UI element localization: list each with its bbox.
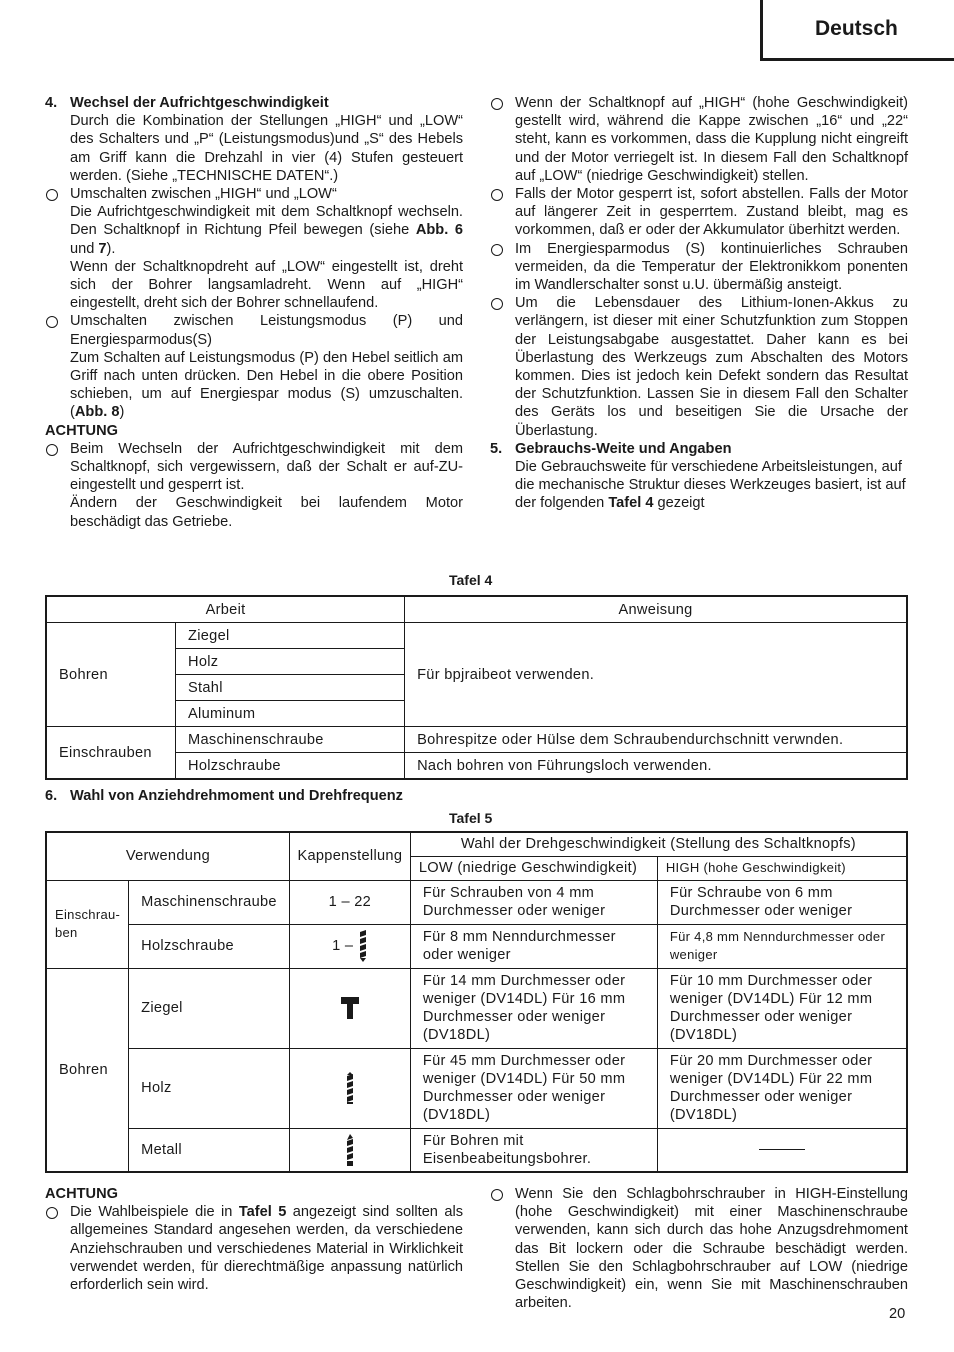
table5-cell: Für 14 mm Durchmesser oder weniger (DV14DL) Für 16 mm Durchmesser oder weniger (DV18DL)	[410, 968, 657, 1048]
table5-cell: Für Bohren mit Eisenbeabeitungsbohrer.	[410, 1128, 657, 1172]
table5-header-speed: Wahl der Drehgeschwindigkeit (Stellung des Schaltknopfs)	[410, 832, 907, 856]
item1-text-b: und	[70, 240, 99, 257]
item2-text: Zum Schalten auf Leistungsmodus (P) den Hebel seitlich am Griff nach unten drücken. Den Hebel in die obere Position schieben, um auf Energiespar modus (S) umzuschalten. (	[70, 349, 463, 421]
table5-cap-text: 1 –	[332, 937, 354, 954]
table4-cell: Nach bohren von Führungsloch verwenden.	[405, 753, 907, 780]
item-mode-head: Umschalten zwischen Leistungsmodus (P) und Energiesparmodus(S)	[70, 313, 463, 348]
table5-header-cap: Kappenstellung	[289, 832, 410, 880]
table5-cell: Für 8 mm Nenndurchmesser oder weniger	[410, 924, 657, 968]
caution-text2: Ändern der Geschwindigkeit bei laufendem Motor beschädigt das Getriebe.	[70, 495, 463, 530]
right-item-4	[490, 294, 908, 440]
section4-title: Wechsel der Aufrichtgeschwindigkeit	[70, 95, 329, 111]
table5-cell: Holzschraube	[129, 924, 290, 968]
table4-header-work: Arbeit	[46, 596, 405, 623]
bottom-text-a: Die Wahlbeispiele die in	[70, 1204, 239, 1221]
right-item-4-text: Um die Lebensdauer des Lithium-Ionen-Akkus zu verlängern, ist dieser mit einer Schutzfunktion zum Stoppen der Leistungsabgabe ausgestattet. Daher kann es bei Überlastung des Werkzeugs zum Abschalten des Motors kommen. Dies ist jedoch kein Defekt sondern das Resultat der Schutzfunktion. Lassen Sie in diesem Fall den Schalter des Geräts los und beseitigen Sie die Ursache der Überlastung.	[515, 295, 908, 439]
right-column	[490, 94, 908, 513]
bullet-circle-icon	[491, 189, 503, 201]
item-high-low-text	[45, 203, 463, 258]
language-tab	[760, 0, 954, 61]
caution-item	[45, 440, 463, 495]
item1-text-c: ).	[106, 240, 116, 257]
right-item-3	[490, 240, 908, 295]
bottom-right-text: Wenn Sie den Schlagbohrschrauber in HIGH-Einstellung (hohe Geschwindigkeit) mit einer Maschinenschraube verwenden, kann sich durch das hohe Anzugsdrehmoment das Bit lockern oder die Schraube beschädigt werden. Stellen Sie den Schlagbohrschrauber auf LOW (niedrige Geschwindigkeit) ein, wenn Sie mit Maschinenschrauben arbeiten.	[515, 1186, 908, 1312]
section6-heading	[45, 787, 495, 805]
section4-intro: Durch die Kombination der Stellungen „HIGH“ und „LOW“ des Schalters und „P“ (Leistungsmodus)und „S“ des Hebels am Griff kann die Drehzahl in vier (4) Stufen gesteuert werden. (Siehe „TECHNISCHE DATEN“.)	[70, 113, 463, 184]
table5-cell: Für Schraube von 6 mm Durchmesser oder weniger	[657, 880, 907, 924]
right-item-1-text: Wenn der Schaltknopf auf „HIGH“ (hohe Geschwindigkeit) gestellt wird, während die Kappe zwischen „16“ und „22“ steht, kann es vorkommen, dass die Kupplung nicht eingreift und der Motor verriegelt ist. In diesem Fall den Schaltknopf auf „LOW“ (niedrige Geschwindigkeit) stellen.	[515, 95, 908, 184]
metal-bit-icon	[345, 1134, 355, 1166]
table5-cell: Für 20 mm Durchmesser oder weniger (DV14DL) Für 22 mm Durchmesser oder weniger (DV18DL)	[657, 1048, 907, 1128]
bullet-circle-icon	[491, 244, 503, 256]
table5-cell: Maschinenschraube	[129, 880, 290, 924]
table4-cell: Ziegel	[176, 623, 405, 649]
bottom-caution-item	[45, 1203, 463, 1294]
fig-ref-8: Abb. 8	[74, 404, 120, 421]
section5-text	[490, 458, 908, 513]
bottom-right	[490, 1185, 908, 1312]
table5-cell: Metall	[129, 1128, 290, 1172]
dash-line	[759, 1149, 805, 1150]
table5-header-low: LOW (niedrige Geschwindigkeit)	[410, 856, 657, 880]
item1-text-a: Die Aufrichtgeschwindigkeit mit dem Schaltknopf wechseln. Den Schaltknopf in Richtung Pfeil bewegen (siehe	[70, 204, 463, 239]
table5-caption: Tafel 5	[449, 810, 493, 826]
table5-cell: Für 10 mm Durchmesser oder weniger (DV14DL) Für 12 mm Durchmesser oder weniger (DV18DL)	[657, 968, 907, 1048]
bullet-circle-icon	[46, 1207, 58, 1219]
table5-cap-metal	[289, 1128, 410, 1172]
table5-cap-wood	[289, 1048, 410, 1128]
language-label: Deutsch	[815, 17, 898, 40]
table4-header-instruction: Anweisung	[405, 596, 907, 623]
item-high-low-text2: Wenn der Schaltknopdreht auf „LOW“ eingestellt ist, dreht sich der Bohrer langsamladreht. Wenn auf „HIGH“ eingestellt, dreht sich der Bohrer schnellaufend.	[70, 258, 463, 312]
table5-cell: Für Schrauben von 4 mm Durchmesser oder weniger	[410, 880, 657, 924]
table5-ref: Tafel 5	[238, 1204, 287, 1221]
page-number: 20	[889, 1306, 906, 1322]
section6-title: Wahl von Anziehdrehmoment und Drehfrequenz	[70, 788, 403, 804]
table4	[45, 595, 908, 780]
bottom-right-item	[490, 1185, 908, 1312]
item2-end: )	[119, 404, 125, 421]
table5-group-drilling: Bohren	[46, 968, 129, 1172]
table4-cell: Holz	[176, 649, 405, 675]
section6-number: 6.	[45, 788, 58, 804]
section5-end: gezeigt	[653, 495, 705, 512]
section4-number: 4.	[45, 95, 58, 111]
table4-cell: Maschinenschraube	[176, 727, 405, 753]
left-column	[45, 94, 463, 531]
item-mode	[45, 312, 463, 348]
caution-title: ACHTUNG	[45, 422, 118, 439]
section5-title: Gebrauchs-Weite und Angaben	[515, 440, 732, 457]
masonry-bit-icon	[341, 997, 359, 1019]
table5-cap-brick	[289, 968, 410, 1048]
table5-empty-cell	[657, 1128, 907, 1172]
table4-group-drilling: Bohren	[46, 623, 176, 727]
section5-heading	[490, 440, 908, 458]
item-mode-text	[45, 349, 463, 422]
table5-header-high: HIGH (hohe Geschwindigkeit)	[657, 856, 907, 880]
bullet-circle-icon	[46, 316, 58, 328]
fig-ref-7: 7	[98, 240, 107, 257]
section5-number: 5.	[490, 440, 503, 457]
section5-text-a: Die Gebrauchsweite für verschiedene Arbeitsleistungen, auf die mechanische Struktur dieses Werkzeuges basiert, ist auf der folgenden	[515, 459, 906, 512]
bullet-circle-icon	[491, 1189, 503, 1201]
bullet-circle-icon	[491, 298, 503, 310]
drill-bit-icon	[358, 930, 368, 962]
table4-group-screwing: Einschrauben	[46, 727, 176, 780]
table5	[45, 831, 908, 1173]
wood-bit-icon	[345, 1072, 355, 1104]
table5-cell: Für 45 mm Durchmesser oder weniger (DV14DL) Für 50 mm Durchmesser oder weniger (DV18DL)	[410, 1048, 657, 1128]
right-item-2-text: Falls der Motor gesperrt ist, sofort abstellen. Falls der Motor auf längerer Zeit in gesperrtem. Zustand bleibt, mag es vorkommen, daß er oder der Akkumulator überhitzt werden.	[515, 186, 908, 239]
section4-heading	[45, 94, 463, 112]
table4-cell: Aluminum	[176, 701, 405, 727]
bottom-left	[45, 1185, 463, 1294]
table5-cell: Holz	[129, 1048, 290, 1128]
table4-ref: Tafel 4	[608, 495, 654, 512]
table4-caption: Tafel 4	[449, 572, 493, 588]
table4-cell: Holzschraube	[176, 753, 405, 780]
item-high-low-head: Umschalten zwischen „HIGH“ und „LOW“	[70, 186, 337, 203]
bottom-text-b: angezeigt sind sollten als allgemeines Standard angesehen werden, da verschiedene Anziehschrauben und verschiedenes Material in Wirklichkeit verwendet werden, für dierechtmäßige anpassung natürlich erforderlich sein wird.	[70, 1204, 464, 1294]
caution-item-text: Beim Wechseln der Aufrichtgeschwindigkeit mit dem Schaltknopf, sich vergewissern, daß der Schalt er auf-ZU-eingestellt und gesperrt ist.	[70, 440, 463, 494]
fig-ref-6: Abb. 6	[415, 222, 464, 239]
table5-header-use: Verwendung	[46, 832, 289, 880]
table5-cell: Für 4,8 mm Nenndurchmesser oder weniger	[657, 924, 907, 968]
item-high-low	[45, 185, 463, 203]
table4-drill-instruction: Für bpjraibeot verwenden.	[405, 623, 907, 727]
table5-cap-wood-screw	[289, 924, 410, 968]
table5-cell: 1 – 22	[289, 880, 410, 924]
bottom-caution-title: ACHTUNG	[45, 1186, 118, 1202]
table5-group-screwing: Einschrau- ben	[46, 880, 129, 968]
table4-cell: Stahl	[176, 675, 405, 701]
bullet-circle-icon	[46, 444, 58, 456]
right-item-3-text: Im Energiesparmodus (S) kontinuierliches Schrauben vermeiden, da die Temperatur der Elektronikkom ponenten im Wandlerschalter sonst u.U. übermäßig ansteigt.	[515, 240, 908, 294]
right-item-2	[490, 185, 908, 240]
table4-cell: Bohrespitze oder Hülse dem Schraubendurchschnitt verwnden.	[405, 727, 907, 753]
table5-cell: Ziegel	[129, 968, 290, 1048]
right-item-1	[490, 94, 908, 185]
bullet-circle-icon	[46, 189, 58, 201]
bullet-circle-icon	[491, 98, 503, 110]
